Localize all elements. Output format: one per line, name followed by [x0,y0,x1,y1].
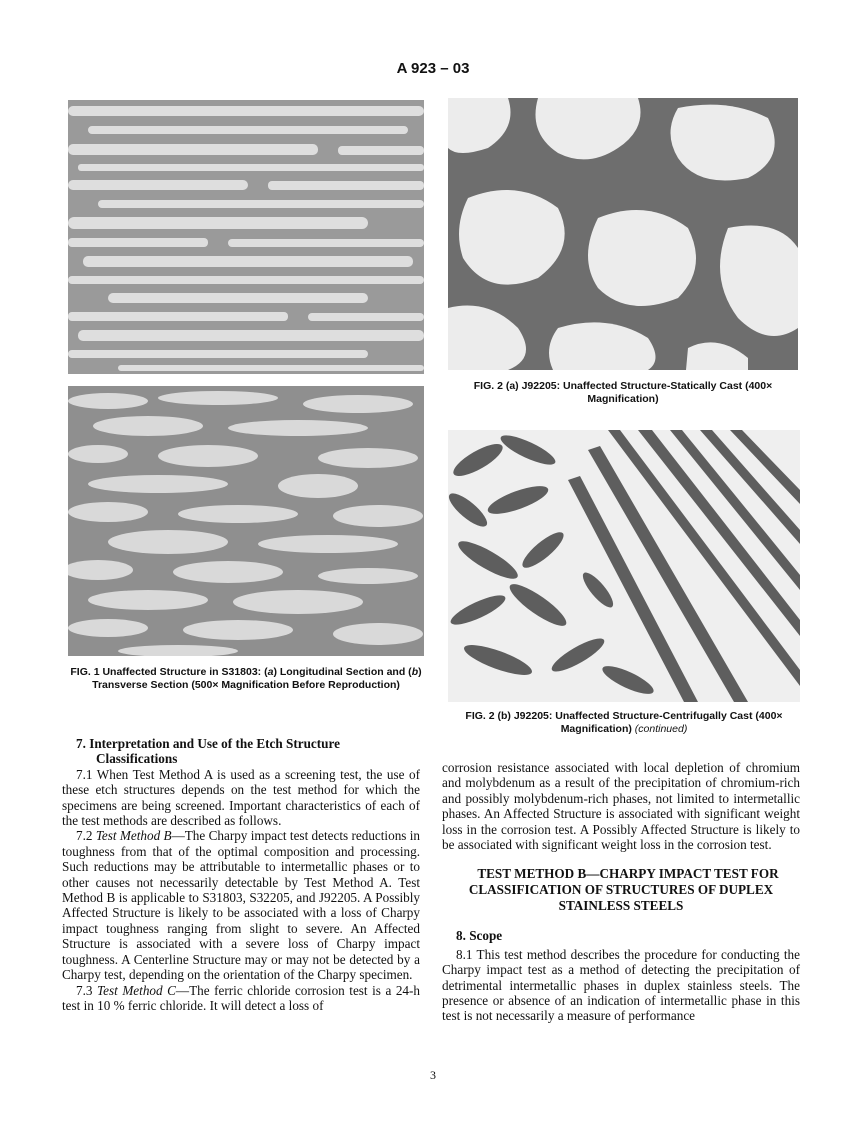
fig2b-micrograph [448,430,800,702]
fig2a-caption: FIG. 2 (a) J92205: Unaffected Structure-Statically Cast (400× Magnification) [473,380,773,405]
paragraph-7-2: 7.2 Test Method B—The Charpy impact test detects reductions in toughness from that of the optimal composition and processing. Such reductions may be attributable to intermetallic phases or to other causes not necessarily detectable by Test Method A. Test Method B is applicable to S31803, S32205, and J92205. A Possibly Affected Structure is likely to be associated with a loss of Charpy impact toughness ranging from slight to severe. An Affected Structure is associated with a severe loss of Charpy impact toughness. A Centerline Structure may or may not be detected by a Charpy test, depending on the orientation of the Charpy specimen. [62,828,420,983]
fig2a-micrograph [448,98,798,370]
paragraph-8-1: 8.1 This test method describes the procedure for conducting the Charpy impact test as a method of detecting the precipitation of detrimental intermetallic phases in duplex stainless steels. The presence or absence of an indication of intermetallic phase in this test is not necessarily a measure of performance [442,946,800,1024]
paragraph-continued: corrosion resistance associated with local depletion of chromium and molybdenum as a result of the precipitation of chromium-rich and possibly molybdenum-rich phases, not limited to intermetallic phases. An Affected Structure is associated with significant weight loss in the corrosion test. A Possibly Affected Structure is likely to be associated with significant weight loss in the corrosion test. [442,760,800,853]
section-7-title: 7. Interpretation and Use of the Etch Structure Classifications [76,736,340,767]
paragraph-7-3: 7.3 Test Method C—The ferric chloride corrosion test is a 24-h test in 10 % ferric chloride. It will detect a loss of [62,982,420,1013]
fig1b-micrograph [68,386,424,656]
test-method-b-heading: TEST METHOD B—CHARPY IMPACT TEST FOR CLASSIFICATION OF STRUCTURES OF DUPLEX STAINLESS STEELS [468,866,779,914]
left-column [62,736,420,1013]
document-header: A 923 – 03 [396,60,470,77]
fig1a-micrograph [68,100,424,374]
fig2b-caption: FIG. 2 (b) J92205: Unaffected Structure-Centrifugally Cast (400× Magnification) (continued) [465,710,783,735]
page-number: 3 [430,1068,436,1082]
section-8-title: 8. Scope [456,928,503,944]
right-column [442,760,800,1024]
fig1-caption: FIG. 1 Unaffected Structure in S31803: (a) Longitudinal Section and (b) Transverse Section (500× Magnification Before Reproduction) [70,666,422,691]
paragraph-7-1: 7.1 When Test Method A is used as a screening test, the use of these etch structures depends on the test method for which the specimens are being screened. Important characteristics of each of the test methods are described as follows. [62,766,420,829]
